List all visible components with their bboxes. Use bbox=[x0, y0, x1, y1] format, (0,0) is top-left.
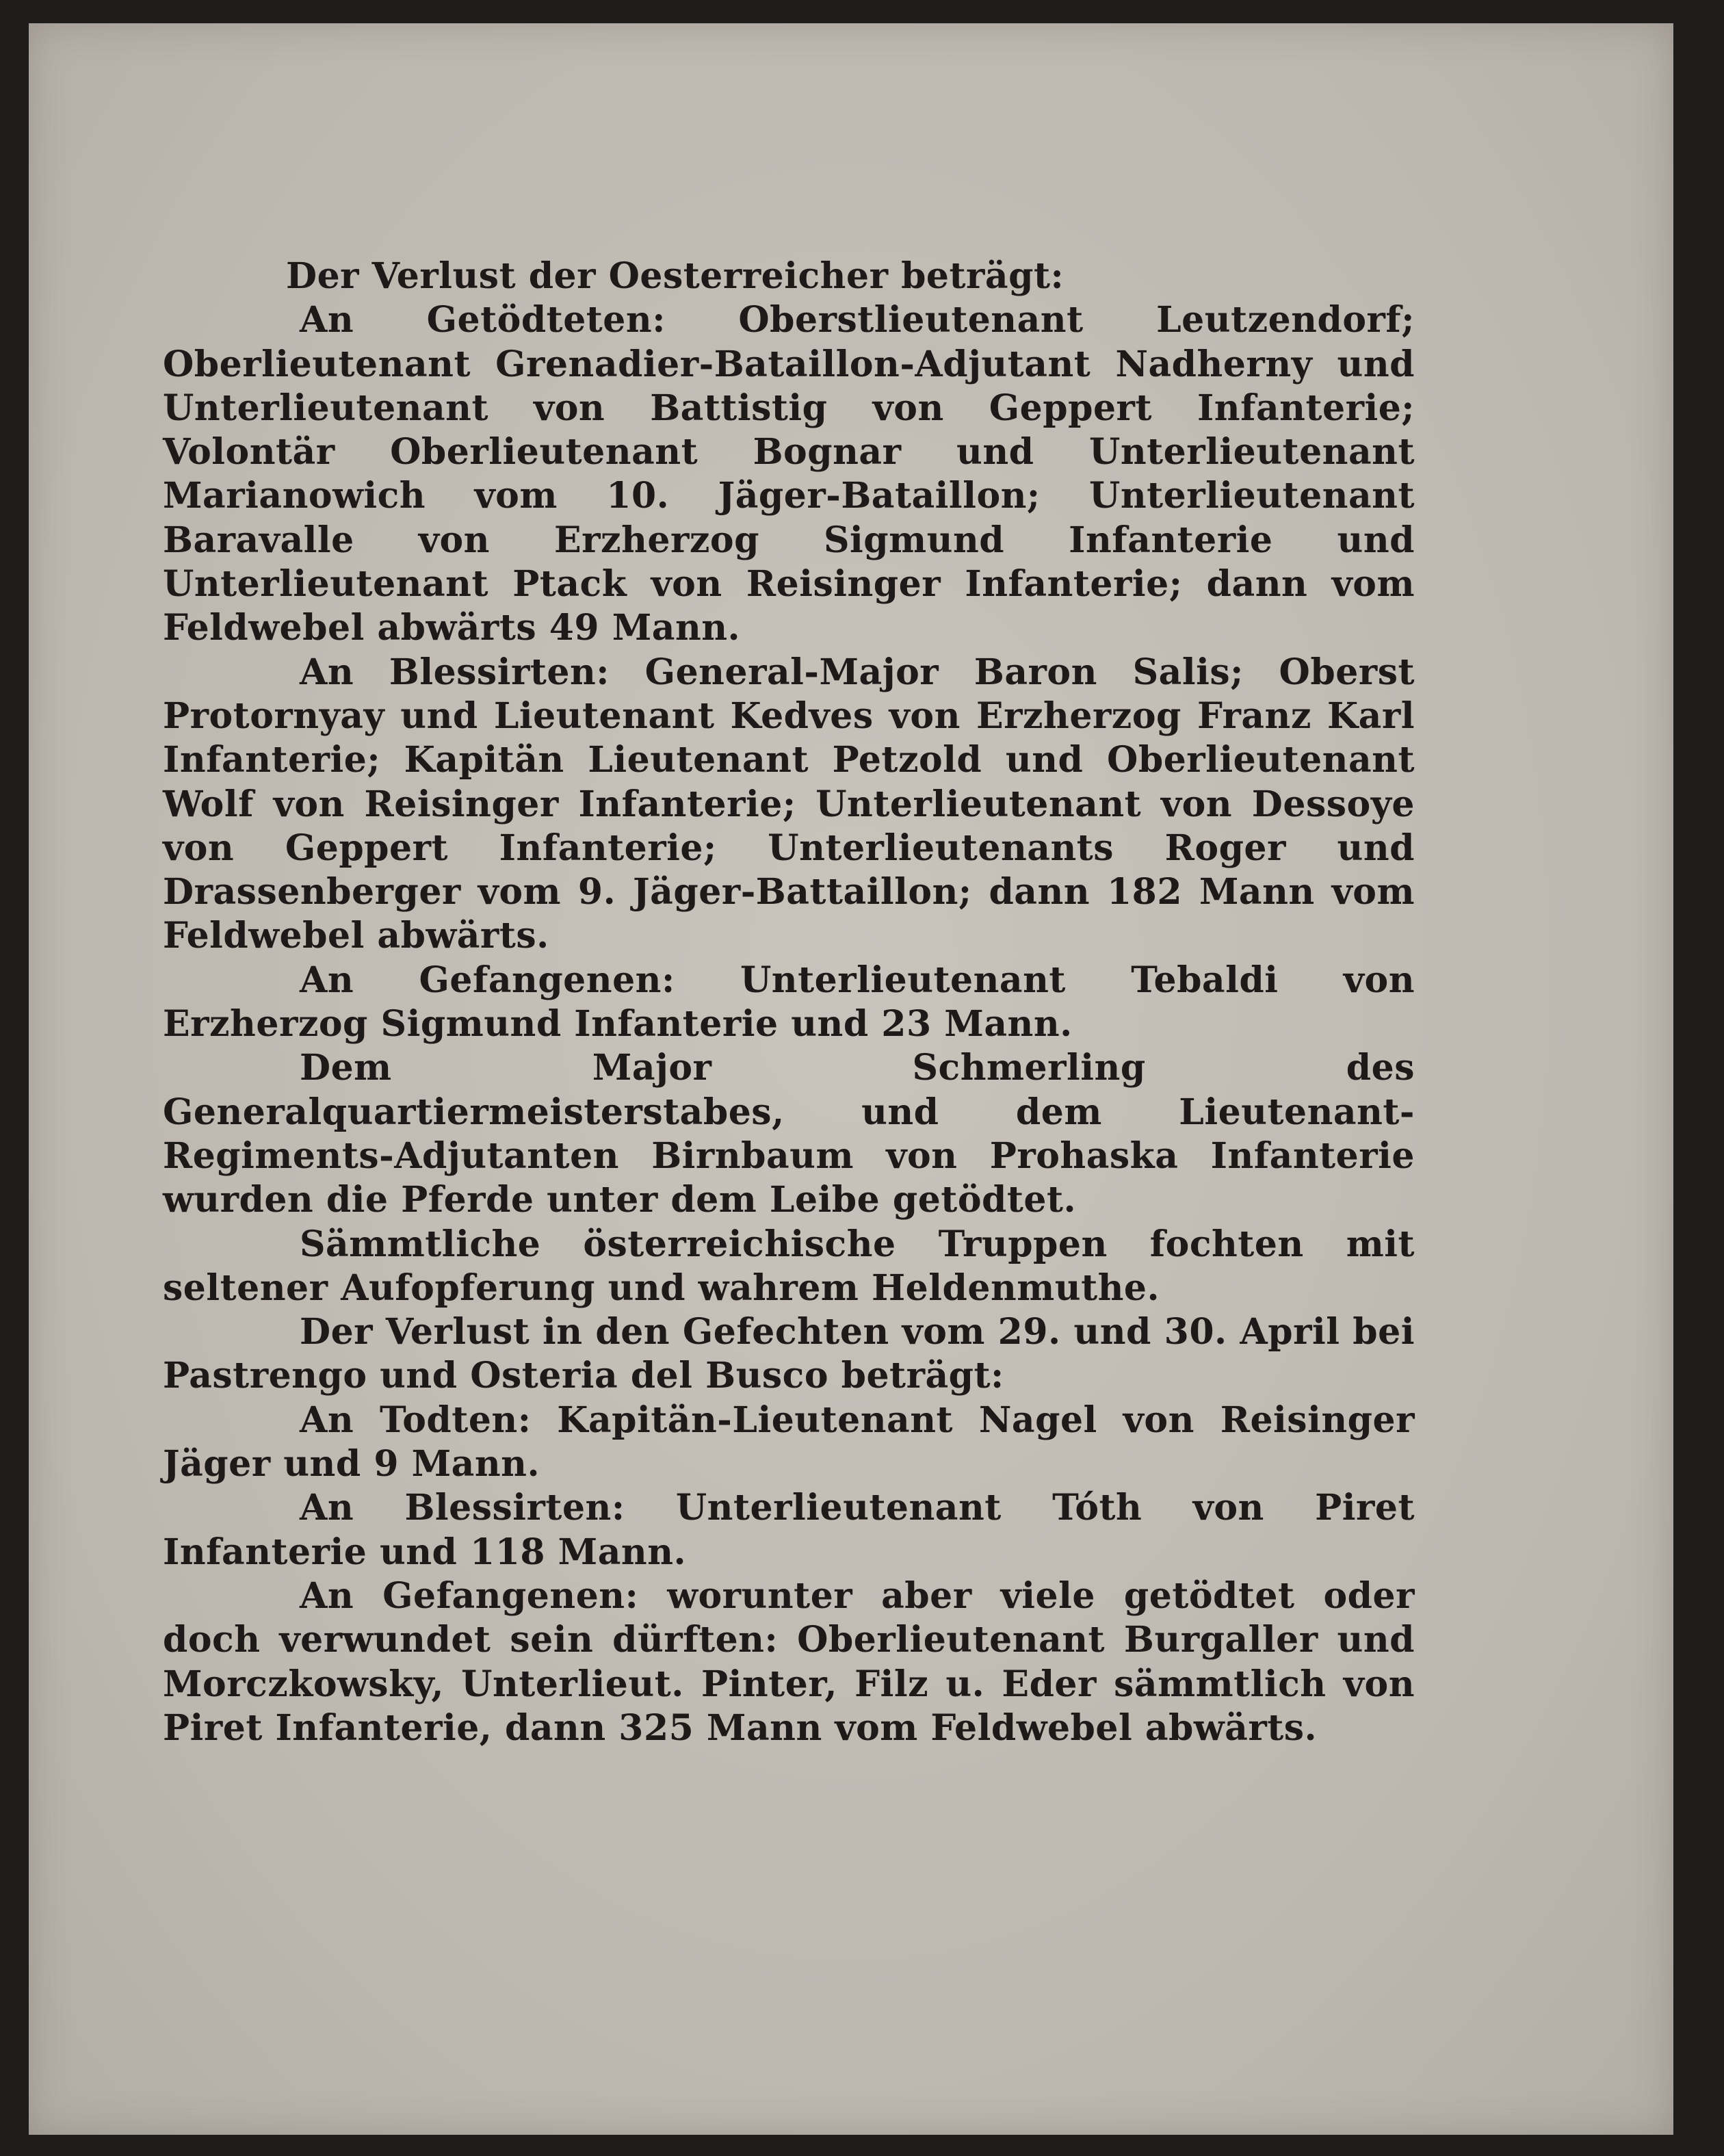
paragraph-killed: An Getödteten: Oberstlieutenant Leutzendorf; Oberlieutenant Grenadier-Bataillon-Adjutant Nadherny und Unterlieutenant von Battistig von Geppert Infanterie; Volontär Oberlieutenant Bognar und Unterlieutenant Marianowich vom 10. Jäger-Bataillon; Unterlieutenant Baravalle von Erzherzog Sigmund Infanterie und Unterlieutenant Ptack von Reisinger Infanterie; dann vom Feldwebel abwärts 49 Mann. bbox=[163, 299, 1415, 649]
paragraph-horses-killed: Dem Major Schmerling des Generalquartiermeisterstabes, und dem Lieutenant-Regiments-Adjutanten Birnbaum von Prohaska Infanterie wurden die Pferde unter dem Leibe getödtet. bbox=[163, 1047, 1415, 1221]
paragraph-captured: An Gefangenen: Unterlieutenant Tebaldi von Erzherzog Sigmund Infanterie und 23 Mann. bbox=[163, 959, 1415, 1045]
paragraph-pastrengo-captured: An Gefangenen: worunter aber viele getödtet oder doch verwundet sein dürften: Oberlieutenant Burgaller und Morczkowsky, Unterlieut. Pinter, Filz u. Eder sämmtlich von Piret Infanterie, dann 325 Mann vom Feldwebel abwärts. bbox=[163, 1574, 1415, 1749]
paragraph-loss-summary: Der Verlust der Oesterreicher beträgt: bbox=[286, 255, 1065, 297]
document-page bbox=[29, 23, 1673, 2135]
article-text bbox=[163, 255, 1415, 1750]
paragraph-troops-praise: Sämmtliche österreichische Truppen fochten mit seltener Aufopferung und wahrem Heldenmuthe. bbox=[163, 1223, 1415, 1309]
paragraph-wounded: An Blessirten: General-Major Baron Salis; Oberst Protornyay und Lieutenant Kedves von Erzherzog Franz Karl Infanterie; Kapitän Lieutenant Petzold und Oberlieutenant Wolf von Reisinger Infanterie; Unterlieutenant von Dessoye von Geppert Infanterie; Unterlieutenants Roger und Drassenberger vom 9. Jäger-Battaillon; dann 182 Mann vom Feldwebel abwärts. bbox=[163, 651, 1415, 957]
paragraph-pastrengo-dead: An Todten: Kapitän-Lieutenant Nagel von Reisinger Jäger und 9 Mann. bbox=[163, 1399, 1415, 1485]
paragraph-pastrengo-wounded: An Blessirten: Unterlieutenant Tóth von Piret Infanterie und 118 Mann. bbox=[163, 1487, 1415, 1573]
paragraph-pastrengo-loss: Der Verlust in den Gefechten vom 29. und 30. April bei Pastrengo und Osteria del Busco beträgt: bbox=[163, 1311, 1415, 1397]
